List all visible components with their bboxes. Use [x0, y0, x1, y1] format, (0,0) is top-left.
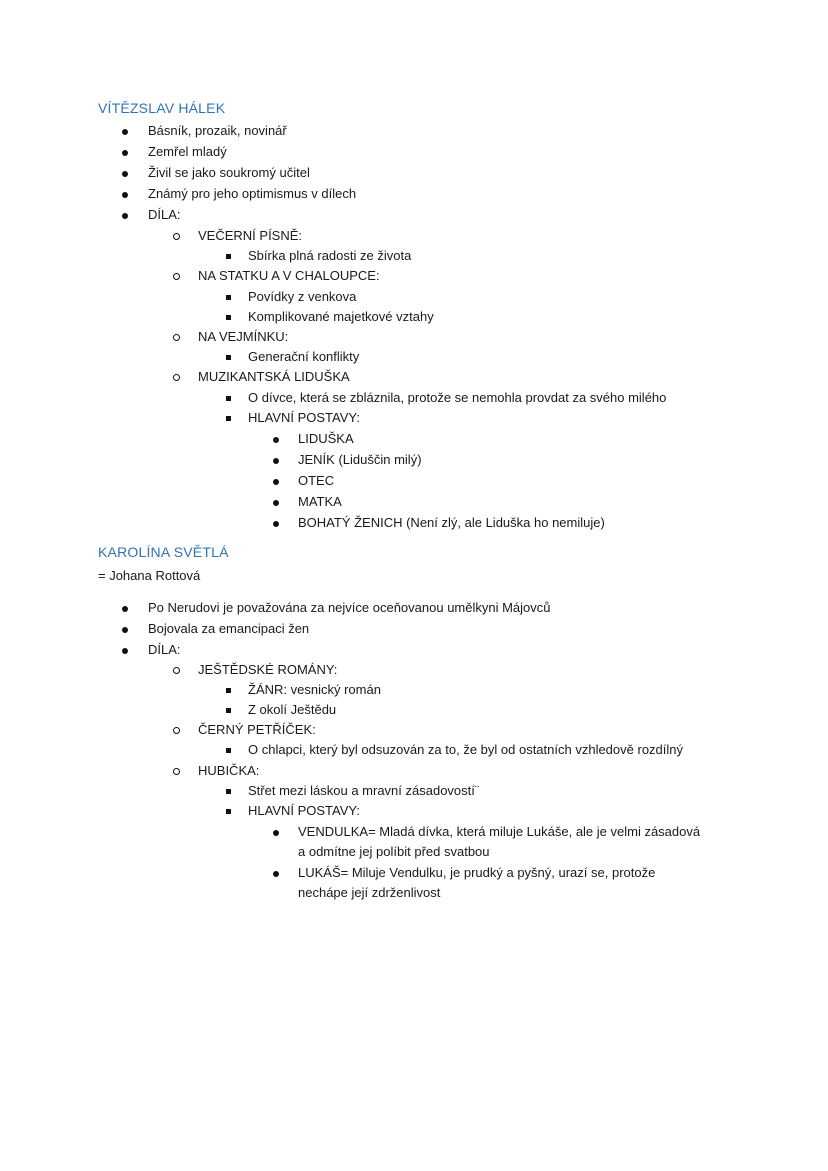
square-bullet-icon [218, 680, 238, 700]
bullet-icon [115, 121, 135, 141]
work-title: NA STATKU A V CHALOUPCE: [198, 268, 380, 283]
work-title: HUBIČKA: [198, 763, 260, 778]
circle-bullet-icon [166, 660, 186, 680]
work-note-text: HLAVNÍ POSTAVY: [248, 803, 360, 818]
square-bullet-icon [218, 700, 238, 720]
list-item-text: DÍLA: [148, 642, 181, 657]
square-bullet-icon [218, 307, 238, 327]
work-note-text: O dívce, která se zbláznila, protože se nemohla provdat za svého milého [248, 390, 667, 405]
work-title: JEŠTĚDSKÉ ROMÁNY: [198, 662, 338, 677]
list-item-text: Po Nerudovi je považována za nejvíce oceňovanou umělkyni Májovců [148, 600, 551, 615]
bullet-icon [266, 429, 286, 449]
work-note-text: O chlapci, který byl odsuzován za to, že byl od ostatních vzhledově rozdílný [248, 742, 684, 757]
work-title: VEČERNÍ PÍSNĚ: [198, 228, 303, 243]
circle-bullet-icon [166, 226, 186, 246]
work-title: NA VEJMÍNKU: [198, 329, 289, 344]
circle-bullet-icon [166, 367, 186, 387]
work-note-text: ŽÁNR: vesnický román [248, 682, 381, 697]
character-text: LUKÁŠ= Miluje Vendulku, je prudký a pyšný, urazí se, protože [298, 865, 656, 880]
square-bullet-icon [218, 781, 238, 801]
square-bullet-icon [218, 388, 238, 408]
circle-bullet-icon [166, 266, 186, 286]
list-item-text: DÍLA: [148, 207, 181, 222]
square-bullet-icon [218, 246, 238, 266]
square-bullet-icon [218, 801, 238, 821]
bullet-icon [115, 142, 135, 162]
work-note-text: Generační konflikty [248, 349, 360, 364]
work-title: MUZIKANTSKÁ LIDUŠKA [198, 369, 350, 384]
bullet-icon [266, 822, 286, 842]
bullet-icon [266, 450, 286, 470]
bullet-icon [115, 640, 135, 660]
work-note-text: HLAVNÍ POSTAVY: [248, 410, 360, 425]
list-item-text: Živil se jako soukromý učitel [148, 165, 310, 180]
character-text-continued: a odmítne jej políbit před svatbou [298, 844, 490, 859]
list-item-text: Bojovala za emancipaci žen [148, 621, 310, 636]
character-text: BOHATÝ ŽENICH (Není zlý, ale Liduška ho nemiluje) [298, 515, 605, 530]
section-heading-halek: VÍTĚZSLAV HÁLEK [98, 100, 226, 116]
bullet-icon [266, 492, 286, 512]
square-bullet-icon [218, 408, 238, 428]
author-alias: = Johana Rottová [98, 568, 201, 583]
bullet-icon [115, 619, 135, 639]
work-note-text: Povídky z venkova [248, 289, 357, 304]
list-item-text: Básník, prozaik, novinář [148, 123, 287, 138]
circle-bullet-icon [166, 720, 186, 740]
circle-bullet-icon [166, 761, 186, 781]
character-text: OTEC [298, 473, 335, 488]
bullet-icon [115, 598, 135, 618]
bullet-icon [115, 163, 135, 183]
square-bullet-icon [218, 740, 238, 760]
work-note-text: Z okolí Ještědu [248, 702, 337, 717]
character-text: LIDUŠKA [298, 431, 354, 446]
list-item-text: Zemřel mladý [148, 144, 227, 159]
bullet-icon [266, 513, 286, 533]
work-note-text: Sbírka plná radosti ze života [248, 248, 412, 263]
square-bullet-icon [218, 347, 238, 367]
section-heading-svetla: KAROLÍNA SVĚTLÁ [98, 544, 229, 560]
work-title: ČERNÝ PETŘÍČEK: [198, 722, 316, 737]
bullet-icon [266, 471, 286, 491]
work-note-text: Střet mezi láskou a mravní zásadovostí¨ [248, 783, 480, 798]
character-text: JENÍK (Liduščin milý) [298, 452, 422, 467]
bullet-icon [115, 184, 135, 204]
character-text: MATKA [298, 494, 342, 509]
list-item-text: Známý pro jeho optimismus v dílech [148, 186, 357, 201]
circle-bullet-icon [166, 327, 186, 347]
work-note-text: Komplikované majetkové vztahy [248, 309, 434, 324]
character-text: VENDULKA= Mladá dívka, která miluje Lukáše, ale je velmi zásadová [298, 824, 701, 839]
square-bullet-icon [218, 287, 238, 307]
character-text-continued: nechápe její zdrženlivost [298, 885, 441, 900]
bullet-icon [115, 205, 135, 225]
bullet-icon [266, 863, 286, 883]
